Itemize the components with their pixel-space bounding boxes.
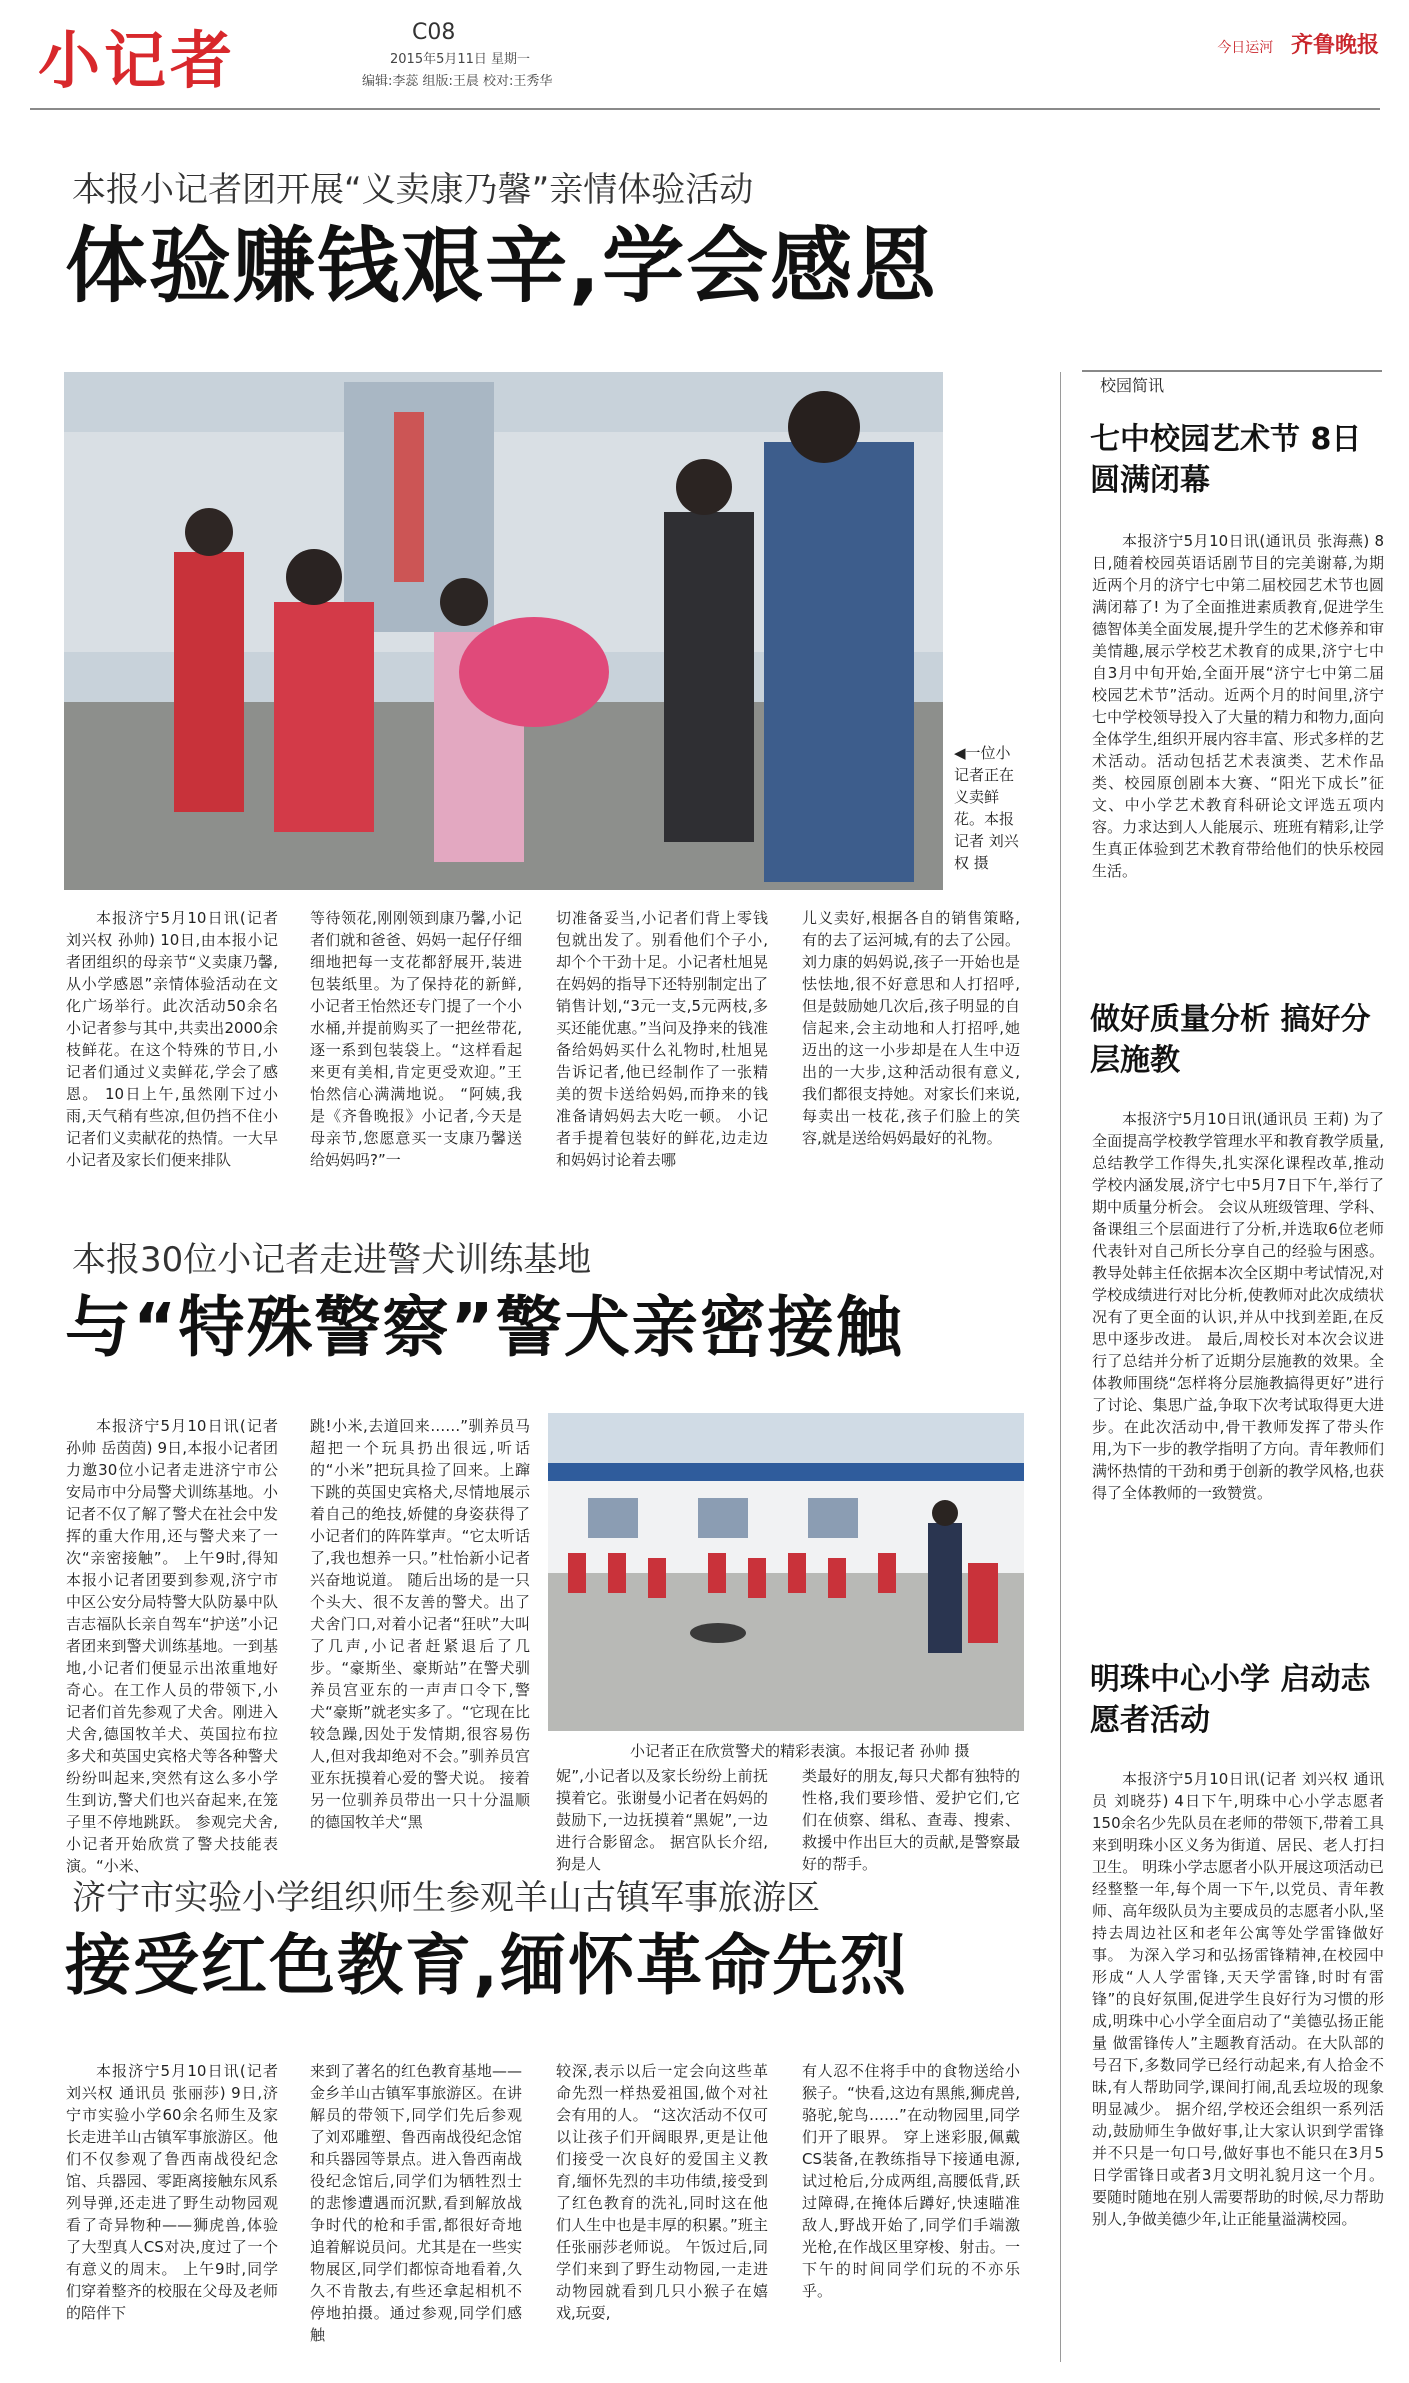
- story2-headline: 与“特殊警察”警犬亲密接触: [65, 1289, 904, 1366]
- story3-col1: [66, 2060, 278, 2324]
- story3-headline: 接受红色教育,缅怀革命先烈: [65, 1927, 909, 2004]
- story3-col3: [556, 2060, 768, 2324]
- police-dog-photo: [548, 1413, 1024, 1731]
- sidebar-item2-title: 做好质量分析 搞好分层施教: [1090, 1002, 1371, 1078]
- story2-col2-text: 跳!小米,去道回来……”驯养员马超把一个玩具扔出很远,听话的“小米”把玩具捡了回来。上蹿下跳的英国史宾格犬,尽情地展示着自己的绝技,娇健的身姿获得了小记者们的阵阵掌声。“它太听话了,我也想养一只。”杜怡新小记者兴奋地说道。 随后出场的是一只个头大、很不友善的警犬。出了犬舍门口,对着小记者“狂吠”大叫了几声,小记者赶紧退后了几步。“豪斯坐、豪斯站”在警犬驯养员宫亚东的一声声口令下,警犬“豪斯”就老实多了。“它现在比较急躁,因处于发情期,很容易伤人,但对我却绝对不会。”驯养员宫亚东抚摸着心爱的警犬说。 接着另一位驯养员带出一只十分温顺的德国牧羊犬“黑: [310, 1417, 530, 1831]
- story1-col2: [310, 907, 522, 1171]
- sidebar-divider: [1060, 372, 1061, 2362]
- story3-col4-text: 有人忍不住将手中的食物送给小猴子。“快看,这边有黑熊,狮虎兽,骆驼,鸵鸟……”在动物园里,同学们开了眼界。 穿上迷彩服,佩戴CS装备,在教练指导下接通电源,试过枪后,分成两组,高腰低背,跃过障碍,在掩体后蹲好,快速瞄准敌人,野战开始了,同学们手端激光枪,在作战区里穿梭、射击。一下午的时间同学们玩的不亦乐乎。: [802, 2062, 1020, 2300]
- sidebar-item3-text: 本报济宁5月10日讯(记者 刘兴权 通讯员 刘晓芬) 4日下午,明珠中心小学志愿者150余名少先队员在老师的带领下,带着工具来到明珠小区义务为街道、居民、老人打扫卫生。 明珠小学志愿者小队开展这项活动已经整整一年,每个周一下午,以党员、青年教师、高年级队员为主要成员的志愿者小队,坚持去周边社区和老年公寓等处学雷锋做好事。 为深入学习和弘扬雷锋精神,在校园中形成“人人学雷锋,天天学雷锋,时时有雷锋”的良好氛围,促进学生良好行为习惯的形成,明珠中心小学全面启动了“美德弘扬正能量 做雷锋传人”主题教育活动。在大队部的号召下,多数同学已经行动起来,有人拾金不昧,有人帮助同学,课间打闹,乱丢垃圾的现象明显减少。 据介绍,学校还会组织一系列活动,鼓励师生争做好事,让大家认识到学雷锋并不只是一句口号,做好事也不能只在3月5日学雷锋日或者3月文明礼貌月这一个月。要随时随地在别人需要帮助的时候,尽力帮助别人,争做美德少年,让正能量溢满校园。: [1092, 1770, 1384, 2228]
- story3-col2: [310, 2060, 522, 2346]
- story2-col4: [802, 1765, 1020, 1875]
- story1-kicker: 本报小记者团开展“义卖康乃馨”亲情体验活动: [72, 170, 754, 210]
- date-line: 2015年5月11日 星期一: [390, 52, 531, 67]
- sidebar-item1-title: 七中校园艺术节 8日圆满闭幕: [1090, 422, 1362, 498]
- story1-headline: 体验赚钱艰辛,学会感恩: [65, 219, 939, 314]
- story2-photo: [548, 1413, 1024, 1731]
- story3-col4: [802, 2060, 1020, 2302]
- story1-col2-text: 等待领花,刚刚领到康乃馨,小记者们就和爸爸、妈妈一起仔仔细细地把每一支花都舒展开,装进包装纸里。为了保持花的新鲜,小记者王怡然还专门提了一个小水桶,并提前购买了一把丝带花,逐一系到包装袋上。“这样看起来更有美相,肯定更受欢迎。”王怡然信心满满地说。 “阿姨,我是《齐鲁晚报》小记者,今天是母亲节,您愿意买一支康乃馨送给妈妈吗?”一: [310, 909, 522, 1169]
- story1-col3: [556, 907, 768, 1171]
- sidebar-tag: 校园简讯: [1100, 376, 1165, 395]
- sidebar-item1: [1092, 530, 1384, 882]
- sidebar-item2-text: 本报济宁5月10日讯(通讯员 王莉) 为了全面提高学校教学管理水平和教育教学质量,总结教学工作得失,扎实深化课程改革,推动学校内涵发展,济宁七中5月7日下午,举行了期中质量分析会。 会议从班级管理、学科、备课组三个层面进行了分析,并选取6位老师代表针对自己所长分享自己的经验与困惑。教导处韩主任依据本次全区期中考试情况,对学校成绩进行对比分析,使教师对此次成绩状况有了更全面的认识,并从中找到差距,在反思中逐步改进。 最后,周校长对本次会议进行了总结并分析了近期分层施教的效果。全体教师围绕“怎样将分层施教搞得更好”进行了讨论、集思广益,争取下次考试取得更大进步。在此次活动中,骨干教师发挥了带头作用,为下一步的教学指明了方向。青年教师们满怀热情的干劲和勇于创新的教学风格,也获得了全体教师的一致赞赏。: [1092, 1110, 1384, 1502]
- section-logo: 小记者: [38, 24, 237, 97]
- editor-credits: 编辑:李蕊 组版:王晨 校对:王秀华: [362, 74, 553, 89]
- story2-col1: [66, 1415, 278, 1877]
- story1-col1: [66, 907, 278, 1171]
- story2-col4-text: 类最好的朋友,每只犬都有独特的性格,我们要珍惜、爱护它们,它们在侦察、缉私、查毒、搜索、救援中作出巨大的贡献,是警察最好的帮手。: [802, 1767, 1020, 1873]
- story2-col1-text: 本报济宁5月10日讯(记者 孙帅 岳茵茵) 9日,本报小记者团力邀30位小记者走进济宁市公安局市中分局警犬训练基地。小记者不仅了解了警犬在社会中发挥的重大作用,还与警犬来了一次“亲密接触”。 上午9时,得知本报小记者团要到参观,济宁市中区公安分局特警大队防暴中队吉志福队长亲自驾车“护送”小记者团来到警犬训练基地。一到基地,小记者们便显示出浓重地好奇心。在工作人员的带领下,小记者们首先参观了犬舍。刚进入犬舍,德国牧羊犬、英国拉布拉多犬和英国史宾格犬等各种警犬纷纷叫起来,突然有这么多小学生到访,警犬们也兴奋起来,在笼子里不停地跳跃。 参观完犬舍,小记者开始欣赏了警犬技能表演。“小米、: [66, 1417, 278, 1875]
- sidebar-top-rule: [1082, 370, 1382, 372]
- column-tag: 今日运河: [1217, 40, 1274, 56]
- story1-col3-text: 切准备妥当,小记者们背上零钱包就出发了。别看他们个子小,却个个干劲十足。小记者杜旭晃在妈妈的指导下还特别制定出了销售计划,“3元一支,5元两枝,多买还能优惠。”当问及挣来的钱准备给妈妈买什么礼物时,杜旭晃告诉记者,他已经制作了一张精美的贺卡送给妈妈,而挣来的钱准备请妈妈去大吃一顿。 小记者手提着包装好的鲜花,边走边和妈妈讨论着去哪: [556, 909, 768, 1169]
- story2-col2: [310, 1415, 530, 1833]
- story1-col1-text: 本报济宁5月10日讯(记者 刘兴权 孙帅) 10日,由本报小记者团组织的母亲节“义卖康乃馨,从小学感恩”亲情体验活动在文化广场举行。此次活动50余名小记者参与其中,共卖出2000余枝鲜花。在这个特殊的节日,小记者们通过义卖鲜花,学会了感恩。 10日上午,虽然刚下过小雨,天气稍有些凉,但仍挡不住小记者们义卖献花的热情。一大早小记者及家长们便来排队: [66, 909, 278, 1169]
- story3-col2-text: 来到了著名的红色教育基地——金乡羊山古镇军事旅游区。在讲解员的带领下,同学们先后参观了刘邓雕塑、鲁西南战役纪念馆和兵器园等景点。进入鲁西南战役纪念馆后,同学们为牺牲烈士的悲惨遭遇而沉默,看到解放战争时代的枪和手雷,都很好奇地追着解说员问。尤其是在一些实物展区,同学们都惊奇地看着,久久不肯散去,有些还拿起相机不停地拍摄。通过参观,同学们感触: [310, 2062, 522, 2344]
- story2-col3-text: 妮”,小记者以及家长纷纷上前抚摸着它。张谢曼小记者在妈妈的鼓励下,一边抚摸着“黑妮”,一边进行合影留念。 据宫队长介绍,狗是人: [556, 1767, 768, 1873]
- brand-name: 齐鲁晚报: [1290, 33, 1379, 58]
- sidebar-item3: [1092, 1768, 1384, 2230]
- story1-col4-text: 儿义卖好,根据各自的销售策略,有的去了运河城,有的去了公园。刘力康的妈妈说,孩子一开始也是怯怯地,很不好意思和人打招呼,但是鼓励她几次后,孩子明显的自信起来,会主动地和人打招呼,她迈出的这一小步却是在人生中迈出的一大步,这种活动很有意义,我们都很支持她。对家长们来说,每卖出一枝花,孩子们脸上的笑容,就是送给妈妈最好的礼物。: [802, 909, 1020, 1147]
- story2-col3: [556, 1765, 768, 1875]
- page-number: C08: [412, 20, 456, 45]
- story3-kicker: 济宁市实验小学组织师生参观羊山古镇军事旅游区: [72, 1878, 820, 1918]
- story3-col3-text: 较深,表示以后一定会向这些革命先烈一样热爱祖国,做个对社会有用的人。 “这次活动不仅可以让孩子们开阔眼界,更是让他们接受一次良好的爱国主义教育,缅怀先烈的丰功伟绩,接受到了红色教育的洗礼,同时这在他们人生中也是丰厚的积累。”班主任张丽莎老师说。 午饭过后,同学们来到了野生动物园,一走进动物园就看到几只小猴子在嬉戏,玩耍,: [556, 2062, 768, 2322]
- story2-photo-caption: 小记者正在欣赏警犬的精彩表演。本报记者 孙帅 摄: [630, 1742, 970, 1760]
- masthead-rule: [30, 108, 1380, 110]
- story1-col4: [802, 907, 1020, 1149]
- story2-kicker: 本报30位小记者走进警犬训练基地: [72, 1240, 592, 1280]
- sidebar-item2: [1092, 1108, 1384, 1504]
- flower-sale-photo: [64, 372, 943, 890]
- brand: [1217, 28, 1379, 59]
- sidebar-item3-title: 明珠中心小学 启动志愿者活动: [1090, 1662, 1371, 1738]
- story3-col1-text: 本报济宁5月10日讯(记者 刘兴权 通讯员 张丽莎) 9日,济宁市实验小学60余名师生及家长走进羊山古镇军事旅游区。他们不仅参观了鲁西南战役纪念馆、兵器园、零距离接触东风系列导弹,还走进了野生动物园观看了奇异物种——狮虎兽,体验了大型真人CS对决,度过了一个有意义的周末。 上午9时,同学们穿着整齐的校服在父母及老师的陪伴下: [66, 2062, 278, 2322]
- story1-photo: [64, 372, 943, 890]
- sidebar-item1-text: 本报济宁5月10日讯(通讯员 张海燕) 8日,随着校园英语话剧节目的完美谢幕,为期近两个月的济宁七中第二届校园艺术节也圆满闭幕了! 为了全面推进素质教育,促进学生德智体美全面发展,提升学生的艺术修养和审美情趣,展示学校艺术教育的成果,济宁七中自3月中旬开始,全面开展“济宁七中第二届校园艺术节”活动。近两个月的时间里,济宁七中学校领导投入了大量的精力和物力,面向全体学生,组织开展内容丰富、形式多样的艺术活动。活动包括艺术表演类、艺术作品类、校园原创剧本大赛、“阳光下成长”征文、中小学艺术教育科研论文评选五项内容。力求达到人人能展示、班班有精彩,让学生真正体验到艺术教育带给他们的快乐校园生活。: [1092, 532, 1384, 880]
- story1-photo-caption: ◀一位小记者正在义卖鲜花。本报记者 刘兴权 摄: [954, 744, 1019, 872]
